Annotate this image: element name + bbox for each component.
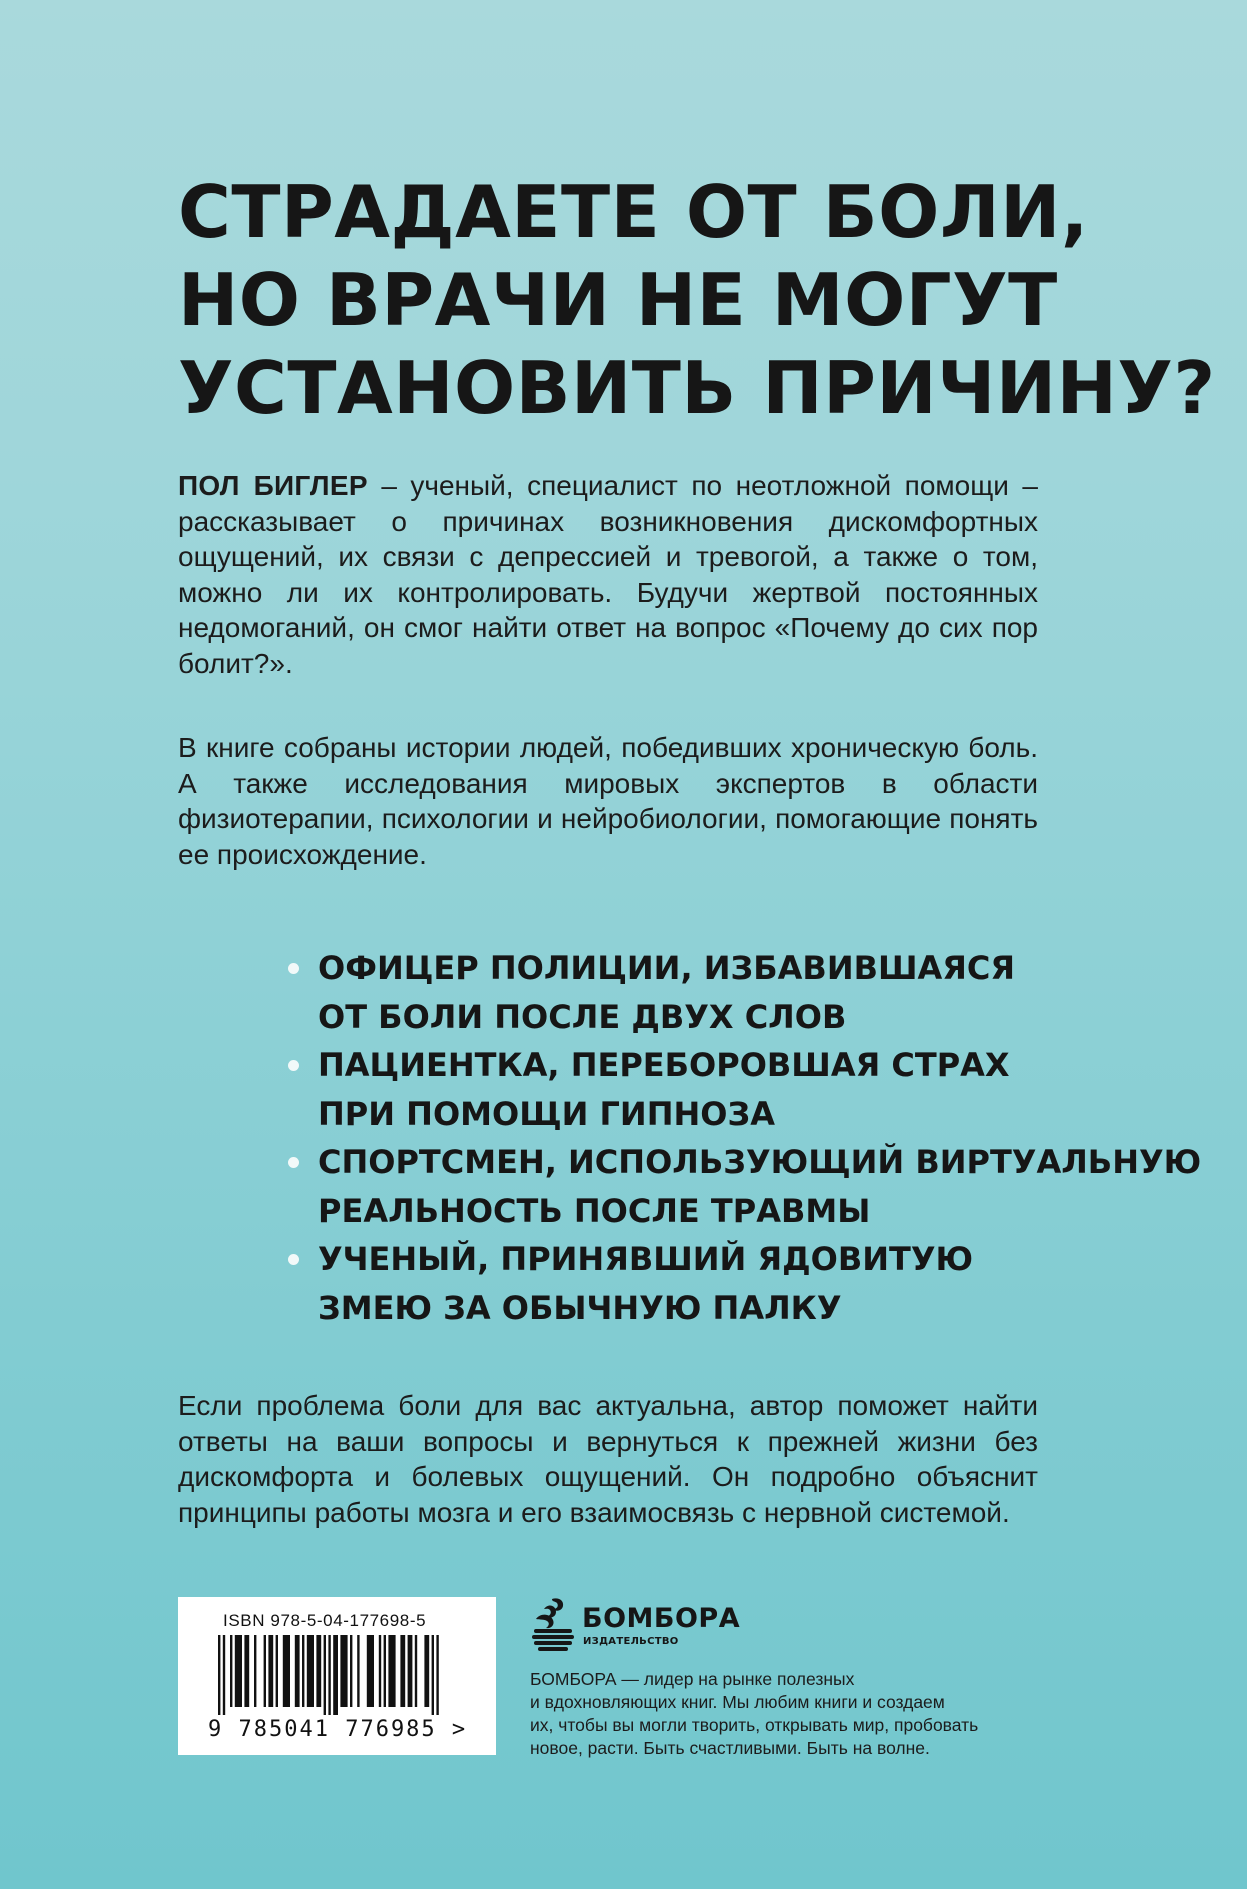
publisher-subtitle: ИЗДАТЕЛЬСТВО bbox=[583, 1636, 679, 1647]
list-item bbox=[288, 1041, 1088, 1138]
bullet-line-2: ПРИ ПОМОЩИ ГИПНОЗА bbox=[318, 1094, 775, 1133]
intro-text: – ученый, специалист по неотложной помощи – рассказывает о причинах возникновения дискомфортных ощущений, их связи с депрессией и тревогой, а также о том, можно ли их контролировать. Будучи жертвой постоянных недомоганий, он смог найти ответ на вопрос «Почему до сих пор болит?». bbox=[178, 470, 1038, 679]
headline-line-3: УСТАНОВИТЬ ПРИЧИНУ? bbox=[178, 346, 1216, 430]
barcode-icon bbox=[218, 1635, 454, 1715]
closing-paragraph: Если проблема боли для вас актуальна, автор поможет найти ответы на ваши вопросы и вернуться к прежней жизни без дискомфорта и болевых ощущений. Он подробно объяснит принципы работы мозга и его взаимосвязь с нервной системой. bbox=[178, 1390, 1038, 1528]
barcode-digits: 9 785041 776985 > bbox=[208, 1717, 468, 1742]
publisher-description-line: новое, расти. Быть счастливыми. Быть на волне. bbox=[530, 1738, 930, 1758]
list-item bbox=[288, 1235, 1088, 1332]
intro-paragraph bbox=[178, 468, 1038, 681]
isbn-barcode bbox=[178, 1597, 496, 1755]
bullet-line-1: ПАЦИЕНТКА, ПЕРЕБОРОВШАЯ СТРАХ bbox=[318, 1046, 1010, 1084]
isbn-label: ISBN 978-5-04-177698-5 bbox=[223, 1611, 427, 1630]
publisher-description-line: БОМБОРА — лидер на рынке полезных bbox=[530, 1669, 855, 1689]
bullet-line-1: УЧЕНЫЙ, ПРИНЯВШИЙ ЯДОВИТУЮ bbox=[318, 1240, 974, 1278]
bullet-line-1: СПОРТСМЕН, ИСПОЛЬЗУЮЩИЙ ВИРТУАЛЬНУЮ bbox=[318, 1143, 1202, 1181]
bullet-dot-icon bbox=[288, 1254, 299, 1265]
bullet-dot-icon bbox=[288, 1060, 299, 1071]
publisher-description-line: и вдохновляющих книг. Мы любим книги и создаем bbox=[530, 1692, 945, 1712]
story-highlights-list bbox=[288, 944, 1202, 1332]
list-item bbox=[288, 944, 1088, 1041]
bullet-line-1: ОФИЦЕР ПОЛИЦИИ, ИЗБАВИВШАЯСЯ bbox=[318, 949, 1016, 987]
bullet-line-2: ОТ БОЛИ ПОСЛЕ ДВУХ СЛОВ bbox=[318, 997, 847, 1036]
author-name: ПОЛ БИГЛЕР bbox=[178, 470, 368, 501]
publisher-description bbox=[530, 1668, 1050, 1760]
headline bbox=[178, 168, 1216, 432]
bullet-line-2: РЕАЛЬНОСТЬ ПОСЛЕ ТРАВМЫ bbox=[318, 1191, 871, 1230]
book-summary-paragraph: В книге собраны истории людей, победивших хроническую боль. А также исследования мировых экспертов в области физиотерапии, психологии и нейробиологии, помогающие понять ее происхождение. bbox=[178, 732, 1038, 870]
bullet-dot-icon bbox=[288, 1157, 299, 1168]
bombora-wave-logo-icon bbox=[530, 1595, 578, 1653]
list-item bbox=[288, 1138, 1202, 1235]
headline-line-2: НО ВРАЧИ НЕ МОГУТ bbox=[178, 258, 1058, 342]
publisher-description-line: их, чтобы вы могли творить, открывать мир, пробовать bbox=[530, 1715, 979, 1735]
headline-line-1: СТРАДАЕТЕ ОТ БОЛИ, bbox=[178, 170, 1089, 254]
bullet-dot-icon bbox=[288, 963, 299, 974]
bullet-line-2: ЗМЕЮ ЗА ОБЫЧНУЮ ПАЛКУ bbox=[318, 1288, 842, 1327]
publisher-name: БОМБОРА bbox=[582, 1603, 741, 1634]
